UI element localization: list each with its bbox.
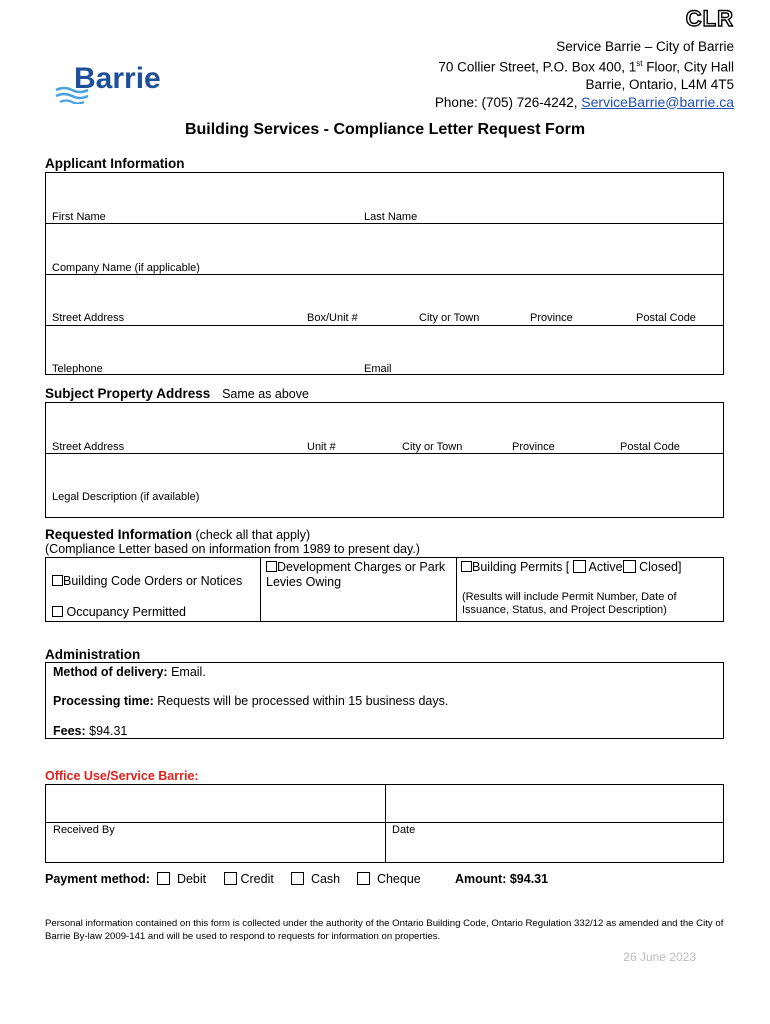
- org-contact: Phone: (705) 726-4242, ServiceBarrie@barrie.ca: [434, 93, 734, 110]
- checkbox-icon[interactable]: [157, 872, 170, 885]
- occupancy-option[interactable]: Occupancy Permitted: [52, 605, 186, 619]
- legal-description-field[interactable]: Legal Description (if available): [52, 491, 200, 503]
- processing-time: Processing time: Requests will be processed within 15 business days.: [53, 694, 449, 708]
- cash-option[interactable]: Cash: [291, 872, 340, 886]
- revision-date: 26 June 2023: [623, 950, 696, 964]
- email-field[interactable]: Email: [364, 363, 392, 375]
- applicant-heading: Applicant Information: [45, 156, 185, 171]
- first-name-field[interactable]: First Name: [52, 211, 106, 223]
- requested-subnote: (Compliance Letter based on information from 1989 to present day.): [45, 542, 420, 556]
- active-checkbox-icon[interactable]: [573, 560, 586, 573]
- subject-province-field[interactable]: Province: [512, 441, 555, 453]
- requested-heading: Requested Information: [45, 527, 193, 542]
- subject-postal-field[interactable]: Postal Code: [620, 441, 680, 453]
- requested-heading-note: (check all that apply): [192, 528, 311, 542]
- received-by-field[interactable]: Received By: [53, 824, 115, 836]
- same-as-above-option[interactable]: Same as above: [222, 387, 309, 401]
- subject-city-field[interactable]: City or Town: [402, 441, 463, 453]
- subject-heading: Subject Property Address: [45, 386, 211, 401]
- checkbox-icon[interactable]: [52, 606, 63, 617]
- box-unit-field[interactable]: Box/Unit #: [307, 312, 358, 324]
- dev-charges-option[interactable]: Development Charges or Park Levies Owing: [266, 560, 446, 589]
- org-name: Service Barrie – City of Barrie: [556, 39, 734, 54]
- subject-street-field[interactable]: Street Address: [52, 441, 125, 453]
- fees: Fees: $94.31: [53, 724, 128, 738]
- checkbox-icon[interactable]: [461, 561, 472, 572]
- postal-code-field[interactable]: Postal Code: [636, 312, 696, 324]
- payment-label: Payment method:: [45, 872, 150, 886]
- closed-checkbox-icon[interactable]: [623, 560, 636, 573]
- logo-text: Barrie: [74, 62, 161, 95]
- amount: Amount: $94.31: [455, 872, 549, 886]
- barrie-logo: [54, 56, 172, 104]
- delivery-method: Method of delivery: Email.: [53, 665, 206, 679]
- company-name-field[interactable]: Company Name (if applicable): [52, 262, 200, 274]
- subject-unit-field[interactable]: Unit #: [307, 441, 336, 453]
- form-code: CLR: [685, 6, 734, 31]
- checkbox-icon[interactable]: [52, 575, 63, 586]
- permits-note: (Results will include Permit Number, Date of Issuance, Status, and Project Description): [462, 591, 677, 616]
- debit-option[interactable]: Debit: [157, 872, 206, 886]
- province-field[interactable]: Province: [530, 312, 573, 324]
- applicant-table: [45, 172, 724, 375]
- checkbox-icon[interactable]: [266, 561, 277, 572]
- organization-address: [435, 38, 734, 111]
- office-use-table: [45, 784, 724, 863]
- email-link[interactable]: ServiceBarrie@barrie.ca: [581, 93, 734, 110]
- org-city: Barrie, Ontario, L4M 4T5: [585, 76, 734, 92]
- checkbox-icon[interactable]: [291, 872, 304, 885]
- credit-option[interactable]: Credit: [224, 872, 274, 886]
- checkbox-icon[interactable]: [357, 872, 370, 885]
- city-field[interactable]: City or Town: [419, 312, 480, 324]
- privacy-notice: Personal information contained on this form is collected under the authority of the Ontario Building Code, Ontario Regulation 332/12 as amended and the City of Barrie By-law 2009-141 and will be used to respond to requests for information on properties.: [45, 918, 724, 942]
- building-permits-option[interactable]: Building Permits [ Active Closed]: [461, 560, 681, 574]
- payment-method-row: [45, 872, 150, 886]
- subject-table: [45, 402, 724, 518]
- office-use-heading: Office Use/Service Barrie:: [45, 769, 199, 783]
- form-title: Building Services - Compliance Letter Request Form: [184, 121, 586, 138]
- administration-heading: Administration: [45, 647, 141, 662]
- cheque-option[interactable]: Cheque: [357, 872, 421, 886]
- requested-table: [45, 557, 724, 622]
- administration-box: [45, 662, 724, 739]
- street-address-field[interactable]: Street Address: [52, 312, 125, 324]
- last-name-field[interactable]: Last Name: [364, 211, 418, 223]
- subject-heading-row: [45, 386, 309, 401]
- telephone-field[interactable]: Telephone: [52, 363, 103, 375]
- date-field[interactable]: Date: [392, 824, 416, 836]
- checkbox-icon[interactable]: [224, 872, 237, 885]
- org-street: 70 Collier Street, P.O. Box 400, 1st Floor, City Hall: [438, 59, 734, 75]
- orders-option[interactable]: Building Code Orders or Notices: [52, 574, 242, 588]
